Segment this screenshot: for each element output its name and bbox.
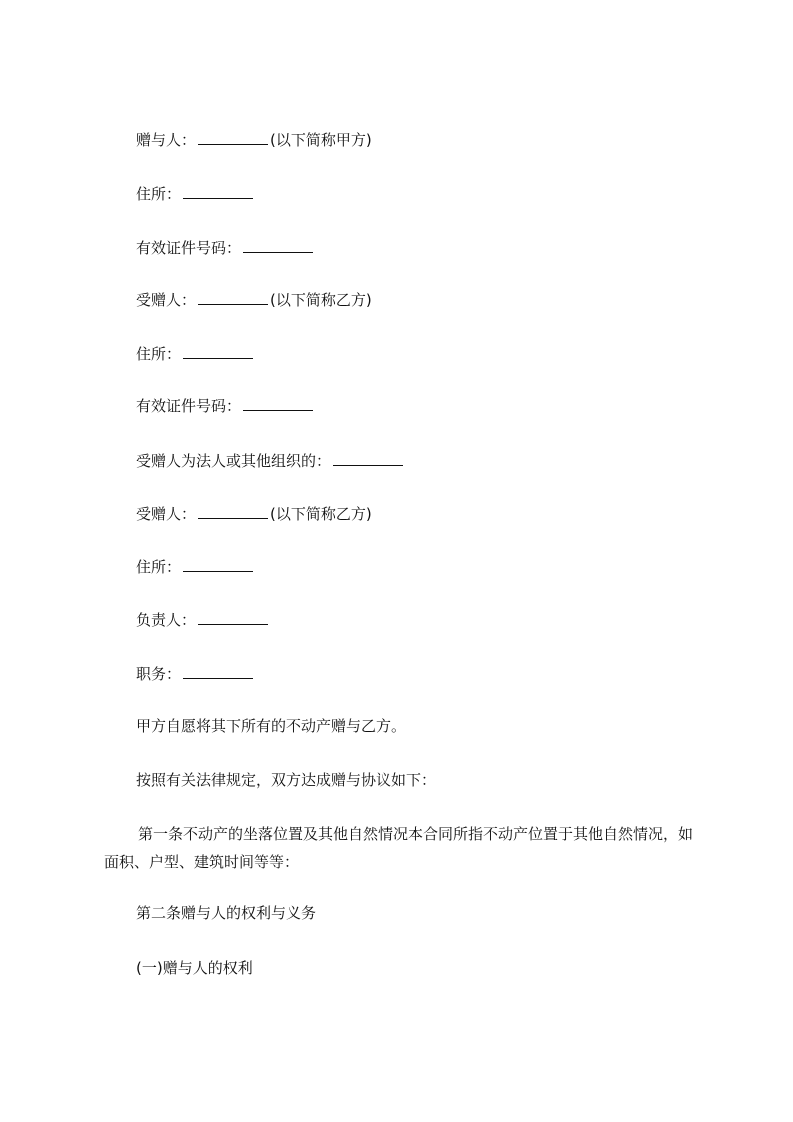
donee-id-blank xyxy=(243,396,313,411)
org-position-label: 职务： xyxy=(136,665,182,683)
donee-org-line xyxy=(136,451,405,471)
donor-address-line xyxy=(136,184,255,204)
statement-text: 甲方自愿将其下所有的不动产赠与乙方。 xyxy=(136,717,407,735)
org-address-line xyxy=(136,557,255,577)
donor-address-label: 住所： xyxy=(136,185,182,203)
donor-address-blank xyxy=(183,184,253,199)
statement-line xyxy=(136,716,406,736)
agreement-text: 按照有关法律规定，双方达成赠与协议如下： xyxy=(136,771,437,789)
section1-line xyxy=(136,958,253,978)
org-address-label: 住所： xyxy=(136,558,182,576)
donee-line xyxy=(136,290,372,310)
donor-line xyxy=(136,130,372,150)
org-head-blank xyxy=(198,610,268,625)
donee-address-blank xyxy=(183,344,253,359)
donee-org-name-blank xyxy=(198,504,268,519)
donee-org-name-line xyxy=(136,504,372,524)
donee-label: 受赠人： xyxy=(136,291,197,309)
org-head-line xyxy=(136,610,270,630)
agreement-line xyxy=(136,770,436,790)
org-head-label: 负责人： xyxy=(136,611,197,629)
article1-paragraph xyxy=(104,820,704,876)
donor-id-blank xyxy=(243,238,313,253)
donee-suffix: (以下简称乙方) xyxy=(270,291,372,309)
section1-text: (一)赠与人的权利 xyxy=(136,959,253,977)
donor-blank xyxy=(198,130,268,145)
donee-org-name-label: 受赠人： xyxy=(136,505,197,523)
donor-id-line xyxy=(136,238,315,258)
donee-id-label: 有效证件号码： xyxy=(136,397,242,415)
article2-text: 第二条赠与人的权利与义务 xyxy=(136,904,317,922)
donee-blank xyxy=(198,290,268,305)
donor-suffix: (以下简称甲方) xyxy=(270,131,372,149)
donee-address-line xyxy=(136,344,255,364)
article2-line xyxy=(136,903,316,923)
donor-id-label: 有效证件号码： xyxy=(136,239,242,257)
donee-org-label: 受赠人为法人或其他组织的： xyxy=(136,452,332,470)
donee-org-name-suffix: (以下简称乙方) xyxy=(270,505,372,523)
donee-org-blank xyxy=(333,451,403,466)
org-position-blank xyxy=(183,664,253,679)
donor-label: 赠与人： xyxy=(136,131,197,149)
donee-id-line xyxy=(136,396,315,416)
org-address-blank xyxy=(183,557,253,572)
org-position-line xyxy=(136,664,255,684)
donee-address-label: 住所： xyxy=(136,345,182,363)
article1-text: 第一条不动产的坐落位置及其他自然情况本合同所指不动产位置于其他自然情况，如面积、户型、建筑时间等等： xyxy=(104,825,694,871)
